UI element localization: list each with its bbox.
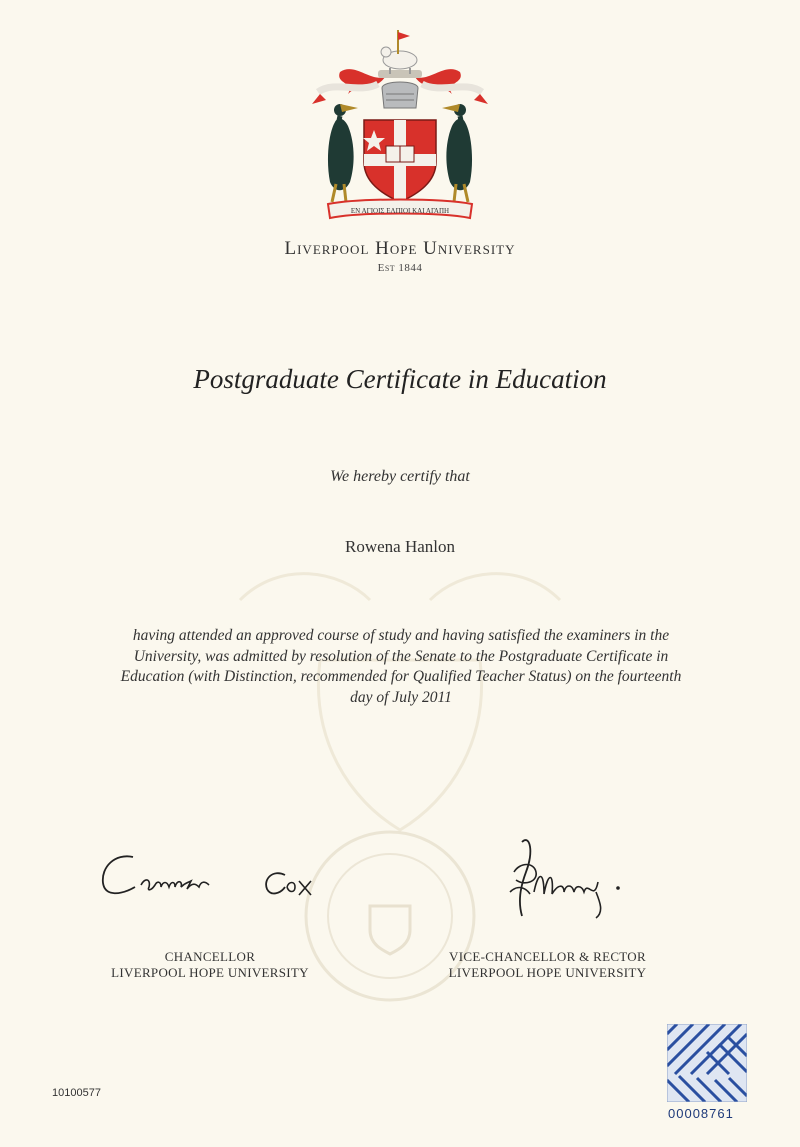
vice-chancellor-signature [500,832,630,922]
chancellor-block [60,949,360,981]
security-hologram [667,1024,747,1102]
award-statement [56,626,746,708]
established-year: Est 1844 [377,262,423,274]
vice-chancellor-block [395,949,700,981]
vice-chancellor-title: VICE-CHANCELLOR & RECTOR [449,949,646,964]
hologram-number: 00008761 [668,1106,734,1121]
motto-text: ΕΝ ΑΓΙΟΙΣ ΕΛΠΙΟΙ ΚΑΙ ΑΓΑΠΗ [350,207,450,215]
recipient-name: Rowena Hanlon [344,537,455,556]
coat-of-arms-logo [300,22,500,227]
award-statement-line: day of July 2011 [350,688,452,706]
university-name: Liverpool Hope University [284,238,516,259]
award-statement-line: Education (with Distinction, recommended for Qualified Teacher Status) on the fourteenth [120,668,682,685]
certificate-serial-number: 10100577 [52,1087,101,1099]
certificate-title: Postgraduate Certificate in Education [193,364,607,394]
award-statement-line: University, was admitted by resolution of the Senate to the Postgraduate Certificate in [133,647,669,665]
certify-line: We hereby certify that [330,468,470,485]
award-statement-line: having attended an approved course of study and having satisfied the examiners in the [132,627,670,644]
chancellor-institution: LIVERPOOL HOPE UNIVERSITY [111,965,309,980]
chancellor-signature [95,845,325,915]
chancellor-title: CHANCELLOR [164,949,256,964]
vice-chancellor-institution: LIVERPOOL HOPE UNIVERSITY [448,965,647,980]
